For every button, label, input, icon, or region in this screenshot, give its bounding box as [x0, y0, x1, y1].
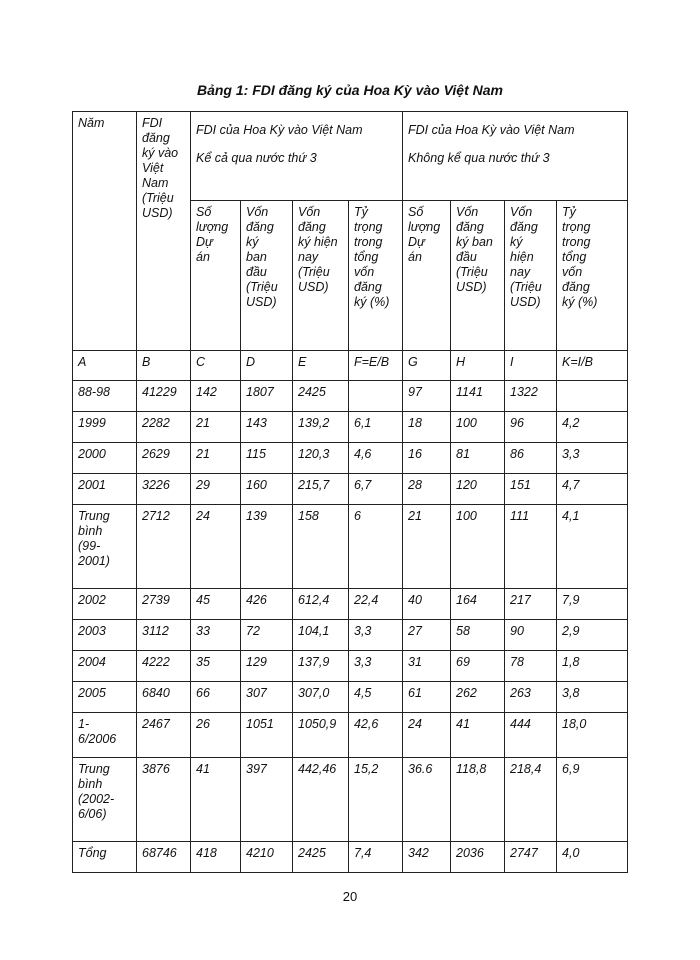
table-cell: E: [293, 351, 349, 381]
table-cell: 41: [451, 713, 505, 758]
table-cell: 444: [505, 713, 557, 758]
table-cell: 418: [191, 842, 241, 873]
table-row: [73, 474, 628, 505]
row-label-cell: 88-98: [73, 381, 137, 412]
table-cell: [349, 381, 403, 412]
table-cell: 41229: [137, 381, 191, 412]
table-cell: 4,0: [557, 842, 628, 873]
table-cell: 31: [403, 651, 451, 682]
table-cell: 4,7: [557, 474, 628, 505]
table-row: [73, 758, 628, 842]
table-cell: 104,1: [293, 620, 349, 651]
table-cell: 24: [191, 505, 241, 589]
header-sub-i: Vốn đăng ký hiện nay (Triệu USD): [505, 201, 557, 351]
group-k-line2: Không kể qua nước thứ 3: [408, 151, 550, 165]
table-cell: 21: [191, 412, 241, 443]
header-row-groups: [73, 112, 628, 201]
table-cell: 81: [451, 443, 505, 474]
table-cell: 3876: [137, 758, 191, 842]
table-cell: 21: [191, 443, 241, 474]
table-cell: 35: [191, 651, 241, 682]
table-cell: 2739: [137, 589, 191, 620]
table-cell: 100: [451, 505, 505, 589]
table-cell: 3,3: [557, 443, 628, 474]
table-cell: I: [505, 351, 557, 381]
page-number: 20: [342, 889, 358, 904]
table-cell: 307,0: [293, 682, 349, 713]
table-cell: 22,4: [349, 589, 403, 620]
table-cell: 72: [241, 620, 293, 651]
row-label-cell: A: [73, 351, 137, 381]
header-group-including-third-country: [191, 112, 403, 201]
table-cell: 139: [241, 505, 293, 589]
table-cell: 1,8: [557, 651, 628, 682]
table-cell: [557, 381, 628, 412]
table-cell: 78: [505, 651, 557, 682]
table-cell: 4,2: [557, 412, 628, 443]
table-cell: 6,1: [349, 412, 403, 443]
table-cell: 28: [403, 474, 451, 505]
header-sub-e: Vốn đăng ký hiện nay (Triệu USD): [293, 201, 349, 351]
row-label-cell: 2000: [73, 443, 137, 474]
table-cell: 2425: [293, 381, 349, 412]
row-label-cell: 1999: [73, 412, 137, 443]
table-cell: 42,6: [349, 713, 403, 758]
table-cell: 2747: [505, 842, 557, 873]
table-cell: 3226: [137, 474, 191, 505]
table-cell: 26: [191, 713, 241, 758]
table-cell: 7,4: [349, 842, 403, 873]
table-cell: 4,5: [349, 682, 403, 713]
table-cell: 612,4: [293, 589, 349, 620]
table-cell: B: [137, 351, 191, 381]
table-cell: 118,8: [451, 758, 505, 842]
table-cell: 164: [451, 589, 505, 620]
table-cell: 215,7: [293, 474, 349, 505]
table-cell: 120,3: [293, 443, 349, 474]
table-body: [73, 351, 628, 873]
table-cell: 4,6: [349, 443, 403, 474]
row-label-cell: 2004: [73, 651, 137, 682]
table-cell: 6840: [137, 682, 191, 713]
table-cell: 86: [505, 443, 557, 474]
table-cell: 90: [505, 620, 557, 651]
table-cell: 58: [451, 620, 505, 651]
table-cell: 66: [191, 682, 241, 713]
table-row: [73, 842, 628, 873]
table-cell: 1050,9: [293, 713, 349, 758]
table-cell: 129: [241, 651, 293, 682]
header-group-excluding-third-country: [403, 112, 628, 201]
table-cell: 4210: [241, 842, 293, 873]
table-cell: 143: [241, 412, 293, 443]
table-cell: 24: [403, 713, 451, 758]
table-cell: 142: [191, 381, 241, 412]
table-cell: 4222: [137, 651, 191, 682]
table-cell: 69: [451, 651, 505, 682]
row-label-cell: 1- 6/2006: [73, 713, 137, 758]
table-cell: 61: [403, 682, 451, 713]
table-cell: 158: [293, 505, 349, 589]
table-cell: 33: [191, 620, 241, 651]
table-cell: 218,4: [505, 758, 557, 842]
table-row: [73, 412, 628, 443]
row-label-cell: Trung bình (99- 2001): [73, 505, 137, 589]
table-cell: 6: [349, 505, 403, 589]
table-cell: 2467: [137, 713, 191, 758]
table-cell: 115: [241, 443, 293, 474]
table-cell: 2282: [137, 412, 191, 443]
table-cell: F=E/B: [349, 351, 403, 381]
header-sub-c: Số lượng Dự án: [191, 201, 241, 351]
header-sub-f: Tỷ trọng trong tổng vốn đăng ký (%): [349, 201, 403, 351]
table-cell: 40: [403, 589, 451, 620]
table-cell: 2629: [137, 443, 191, 474]
table-cell: 111: [505, 505, 557, 589]
table-cell: K=I/B: [557, 351, 628, 381]
table-cell: 342: [403, 842, 451, 873]
group-c-line1: FDI của Hoa Kỳ vào Việt Nam: [196, 123, 363, 137]
row-label-cell: Tổng: [73, 842, 137, 873]
table-cell: 139,2: [293, 412, 349, 443]
table-row: [73, 351, 628, 381]
row-label-cell: 2001: [73, 474, 137, 505]
table-cell: 36.6: [403, 758, 451, 842]
table-cell: H: [451, 351, 505, 381]
table-title: Bảng 1: FDI đăng ký của Hoa Kỳ vào Việt Nam: [196, 82, 503, 98]
table-cell: 262: [451, 682, 505, 713]
header-sub-k: Tỷ trọng trong tổng vốn đăng ký (%): [557, 201, 628, 351]
table-cell: 45: [191, 589, 241, 620]
table-row: [73, 682, 628, 713]
table-cell: 29: [191, 474, 241, 505]
table-cell: 18,0: [557, 713, 628, 758]
table-cell: D: [241, 351, 293, 381]
table-row: [73, 505, 628, 589]
table-cell: 4,1: [557, 505, 628, 589]
table-cell: 100: [451, 412, 505, 443]
table-cell: 2425: [293, 842, 349, 873]
table-cell: 3,3: [349, 620, 403, 651]
table-cell: 217: [505, 589, 557, 620]
table-cell: 97: [403, 381, 451, 412]
table-cell: 1807: [241, 381, 293, 412]
table-cell: 41: [191, 758, 241, 842]
header-sub-h: Vốn đăng ký ban đầu (Triệu USD): [451, 201, 505, 351]
table-row: [73, 381, 628, 412]
table-cell: 1141: [451, 381, 505, 412]
fdi-table: [72, 111, 628, 873]
table-cell: 15,2: [349, 758, 403, 842]
table-row: [73, 651, 628, 682]
header-sub-d: Vốn đăng ký ban đầu (Triệu USD): [241, 201, 293, 351]
table-cell: 21: [403, 505, 451, 589]
table-cell: 6,9: [557, 758, 628, 842]
table-cell: 263: [505, 682, 557, 713]
table-cell: 3,8: [557, 682, 628, 713]
table-cell: 3112: [137, 620, 191, 651]
table-cell: 442,46: [293, 758, 349, 842]
table-row: [73, 620, 628, 651]
table-row: [73, 589, 628, 620]
group-c-line2: Kể cả qua nước thứ 3: [196, 151, 317, 165]
table-cell: 3,3: [349, 651, 403, 682]
table-cell: 426: [241, 589, 293, 620]
row-label-cell: 2003: [73, 620, 137, 651]
table-cell: 1322: [505, 381, 557, 412]
table-cell: 7,9: [557, 589, 628, 620]
table-cell: 137,9: [293, 651, 349, 682]
table-cell: 68746: [137, 842, 191, 873]
table-cell: 160: [241, 474, 293, 505]
row-label-cell: Trung bình (2002- 6/06): [73, 758, 137, 842]
table-cell: 397: [241, 758, 293, 842]
table-cell: G: [403, 351, 451, 381]
table-cell: 6,7: [349, 474, 403, 505]
table-cell: 16: [403, 443, 451, 474]
table-cell: 151: [505, 474, 557, 505]
header-nam: Năm: [73, 112, 137, 351]
table-cell: 307: [241, 682, 293, 713]
table-row: [73, 713, 628, 758]
table-cell: C: [191, 351, 241, 381]
header-fdi-registered: FDI đăng ký vào Việt Nam (Triệu USD): [137, 112, 191, 351]
table-cell: 18: [403, 412, 451, 443]
table-row: [73, 443, 628, 474]
row-label-cell: 2002: [73, 589, 137, 620]
table-cell: 96: [505, 412, 557, 443]
header-sub-g: Số lượng Dự án: [403, 201, 451, 351]
table-cell: 2036: [451, 842, 505, 873]
row-label-cell: 2005: [73, 682, 137, 713]
table-cell: 1051: [241, 713, 293, 758]
group-k-line1: FDI của Hoa Kỳ vào Việt Nam: [408, 123, 575, 137]
table-cell: 2712: [137, 505, 191, 589]
table-cell: 27: [403, 620, 451, 651]
table-cell: 120: [451, 474, 505, 505]
table-cell: 2,9: [557, 620, 628, 651]
